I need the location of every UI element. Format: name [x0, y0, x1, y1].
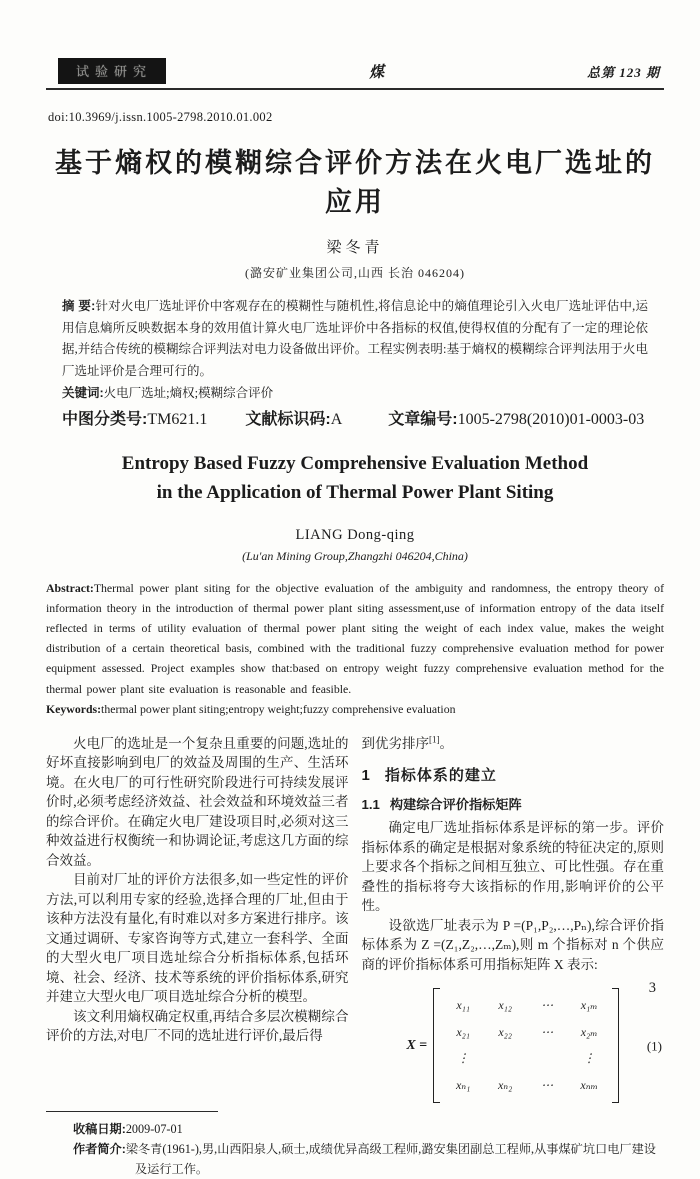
- right-bracket: [612, 988, 619, 1103]
- article-id: 文章编号:1005-2798(2010)01-0003-03: [388, 410, 645, 428]
- body-paragraph: 设欲选厂址表示为 P =(P₁,P₂,…,Pₙ),综合评价指标体系为 Z =(Z₁,Z₂,…,Zₘ),则 m 个指标对 n 个供应商的评价指标体系可用指标矩阵 X 表示:: [361, 917, 664, 972]
- abstract-en-label: Abstract:: [46, 580, 94, 595]
- right-column: [362, 734, 665, 1104]
- keywords-cn: [62, 383, 648, 405]
- left-bracket: [433, 988, 440, 1103]
- equation-1: [362, 988, 665, 1103]
- paper-title-en: [46, 449, 664, 507]
- section-1-heading: 1 指标体系的建立: [361, 767, 497, 785]
- equation-number: (1): [646, 1038, 662, 1054]
- page-number: 3: [648, 980, 656, 996]
- affiliation-en: (Lu'an Mining Group,Zhangzhi 046204,China): [242, 548, 468, 563]
- matrix-lhs: X =: [406, 1038, 428, 1054]
- column-badge: 试验研究: [58, 58, 166, 84]
- matrix: [433, 988, 619, 1103]
- paper-title-en-line2: in the Application of Thermal Power Plant Siting: [156, 481, 554, 503]
- journal-logo: 煤: [368, 63, 385, 82]
- keywords-cn-text: 火电厂选址;熵权;模糊综合评价: [103, 386, 274, 400]
- doi: doi:10.3969/j.issn.1005-2798.2010.01.002: [48, 110, 273, 124]
- abstract-en: [46, 578, 664, 699]
- body-paragraph: 确定电厂选址指标体系是评标的第一步。评价指标体系的确定是根据对象系统的特征决定的,原则上要求各个指标之间相互独立、可比性强。存在重叠性的指标将夸大该指标的作用,影响评价的公平性。: [361, 820, 664, 914]
- abstract-cn-text: 针对火电厂选址评价中客观存在的模糊性与随机性,将信息论中的熵值理论引入火电厂选址评估中,运用信息熵所反映数据本身的效用值计算火电厂选址评价中各指标的权值,使得权值的分配有了一定的理论依据,并结合传统的模糊综合评判法对电力设备做出评价。工程实例表明:基于熵权的模糊综合评判法用于火电厂选址评价是合理可行的。: [62, 299, 648, 378]
- classification-line: [62, 406, 648, 429]
- section-1-1-heading: 1.1 构建综合评价指标矩阵: [361, 796, 522, 812]
- continuation-paragraph: 到优劣排序[1]。: [361, 734, 453, 751]
- body-columns: [46, 734, 664, 1104]
- footnote: [46, 1111, 664, 1179]
- issue-number: 总第 123 期: [586, 64, 660, 80]
- affiliation-cn: (潞安矿业集团公司,山西 长治 046204): [245, 266, 465, 280]
- paper-title-cn: 基于熵权的模糊综合评价方法在火电厂选址的应用: [55, 148, 655, 218]
- left-column: [46, 734, 349, 1104]
- received-date: 收稿日期:2009-07-01: [73, 1122, 183, 1137]
- paper-title-en-line1: Entropy Based Fuzzy Comprehensive Evaluation Method: [121, 452, 589, 474]
- keywords-en-label: Keywords:: [46, 701, 102, 716]
- front-matter-cn: [62, 296, 648, 429]
- body-paragraph: 目前对厂址的评价方法很多,如一些定性的评价方法,可以利用专家的经验,选择合理的厂址,但由于该种方法没有量化,有时难以对多方案进行排序。该文通过调研、专家咨询等方式,建立一套科学、全面的大型火电厂项目选址综合分析指标体系,包括环境、社会、经济、技术等系统的评价指标体系,研究并建立大型火电厂项目选址综合分析的模型。: [46, 872, 349, 1005]
- body-paragraph: 该文利用熵权确定权重,再结合多层次模糊综合评价的方法,对电厂不同的选址进行评价,最后得: [46, 1008, 349, 1044]
- citation-ref: [1]: [429, 734, 440, 745]
- author-bio: 作者简介:梁冬青(1961-),男,山西阳泉人,硕士,成绩优异高级工程师,潞安集团副总工程师,从事煤矿坑口电厂建设及运行工作。: [73, 1142, 656, 1177]
- running-head: [46, 58, 664, 90]
- abstract-en-text: Thermal power plant siting for the objective evaluation of the ambiguity and randomness, the entropy theory of information theory in the introduction of thermal power plant siting assessment,use of information entropy of the data itself reflected in terms of utility evaluation of thermal power plant siting the weight of each index value, makes the weight distribution of a certain theoretical basis, combined with the traditional fuzzy comprehensive evaluation method for power equipment assessed. Project examples show that:based on entropy weight fuzzy comprehensive evaluation method for the thermal power plant site evaluation is reasonable and feasible.: [46, 580, 664, 696]
- keywords-en: [46, 699, 664, 719]
- footnote-rule: [46, 1111, 218, 1112]
- keywords-cn-label: 关键词:: [62, 386, 104, 400]
- author-cn: 梁冬青: [326, 240, 384, 256]
- keywords-en-text: thermal power plant siting;entropy weight;fuzzy comprehensive evaluation: [101, 701, 456, 716]
- clc-number: 中图分类号:TM621.1: [62, 410, 208, 428]
- matrix-cells: x₁₁ x₁₂ ⋯ x₁ₘ x₂₁ x₂₂ ⋯ x₂ₘ ⋮ ⋮ xₙ₁ xₙ₂ ⋯ xₙₘ: [455, 998, 598, 1092]
- abstract-cn: [62, 296, 648, 382]
- body-paragraph: 火电厂的选址是一个复杂且重要的问题,选址的好坏直接影响到电厂的效益及周围的生产、生活环境。在火电厂的可行性研究阶段进行可持续发展评价时,必须考虑经济效益、社会效益和环境效益三者的综合评价。在确定火电厂建设项目时,必须对这三种效益进行权衡统一和协调论证,考虑这几方面的综合效益。: [46, 735, 349, 868]
- author-en: LIANG Dong-qing: [295, 526, 415, 543]
- abstract-cn-label: 摘 要:: [62, 299, 96, 313]
- document-code: 文献标识码:A: [245, 410, 343, 428]
